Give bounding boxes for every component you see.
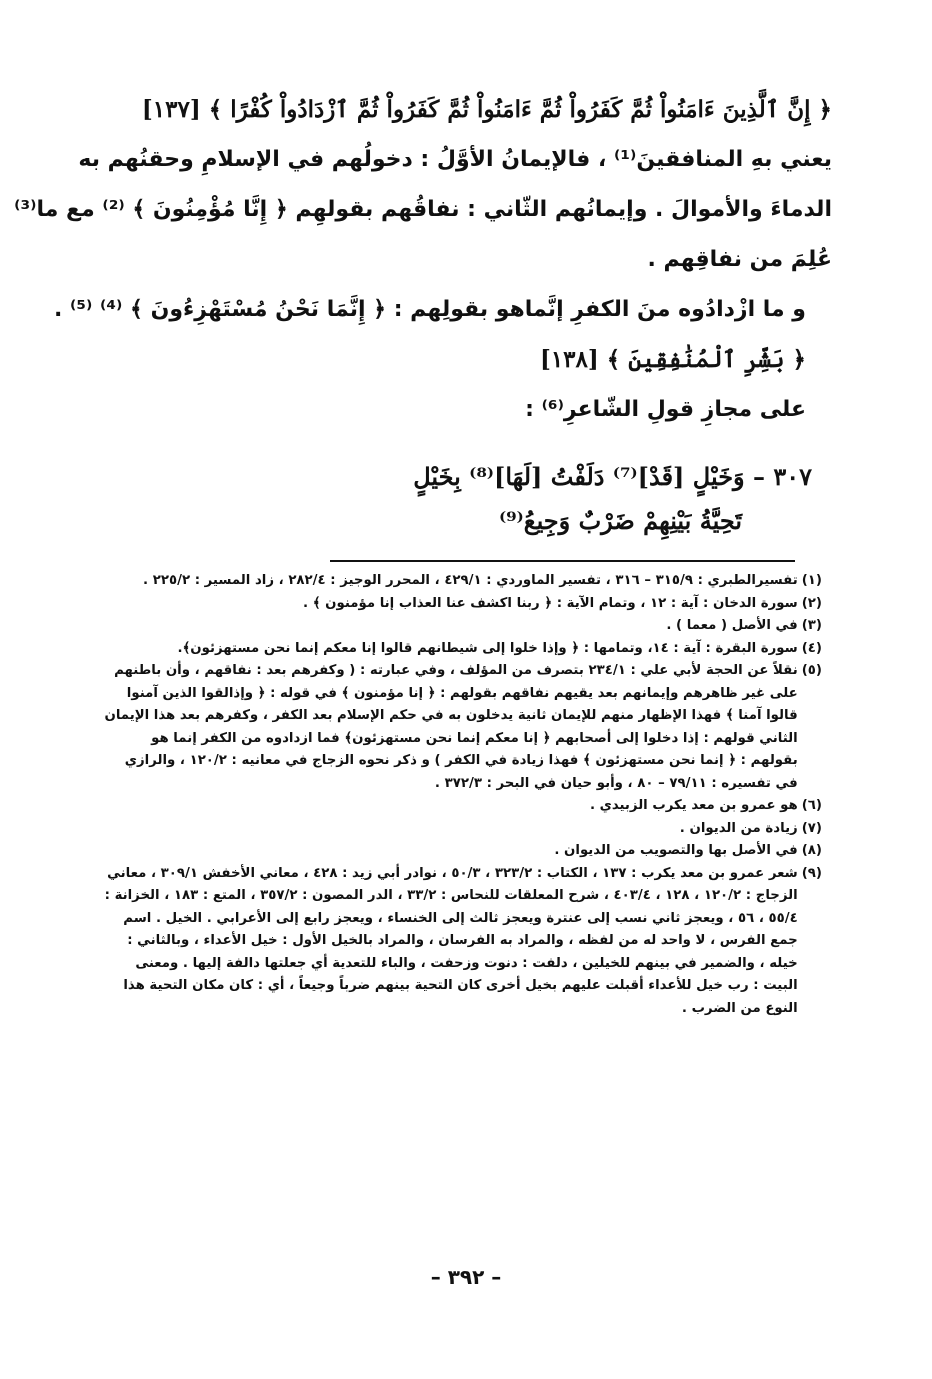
poem-line-2: تَحِيَّةُ بَيْنِهِمْ ضَرْبٌ وَجِيعُ⁽⁹⁾ <box>498 506 742 535</box>
main-text <box>14 95 832 445</box>
footnote-text: هو عمرو بن معد يكرب الزبيدي . <box>589 798 798 813</box>
footnote-number: (٤) <box>801 640 822 656</box>
footnote <box>100 818 822 841</box>
commentary-line-3: عُلِمَ من نفاقِهم . <box>647 247 832 272</box>
footnote-text: شعر عمرو بن معد يكرب : ١٣٧ ، الكتاب : ٣٢٣/٢ ، ٥٠/٣ ، نوادر أبي زيد : ٤٢٨ ، معاني الأخفش ٣٠٩/١ ، معاني الزجاج : ١٢٠/٢ ، ١٢٨ ، ٤٠٣/٤ ، شرح المعلقات للنحاس : ٣٣/٢ ، الدر المصون : ٣٥٧/٢ ، المتع : ١٨٣ ، الخزانة : ٥٥/٤ ، ٥٦ ، ويعجز ثاني نسب إلى عنترة ويعجز ثالث إلى الخنساء ، ويعجز رابع إلى الأعرابي . الخيل . اسم جمع الفرس ، لا واحد له من لفظه ، والمراد به الفرسان ، والمراد بالخيل الأول : خيل الأعداء ، وبالثاني : خيله ، والضمير في بينهم للخيلين ، دلفت : دنوت وزحفت ، والباء للتعدية أي جعلتها دالفة إليها . ومعنى البيت : رب خيل للأعداء أقبلت عليهم بخيل أخرى كان التحية بينهم ضرباً وجيعاً ، أي : كان مكان التحية هذا النوع من الضرب . <box>104 865 798 1016</box>
verse-138: ﴿ بَشِّرِ ٱلْمُنَٰفِقِينَ ﴾ [١٣٨] <box>539 346 806 373</box>
footnote-number: (٥) <box>801 663 822 678</box>
footnote <box>100 615 822 638</box>
verse-137: ﴿ إِنَّ ٱلَّذِينَ ءَامَنُواْ ثُمَّ كَفَرُواْ ثُمَّ ءَامَنُواْ ثُمَّ كَفَرُواْ ثُمَّ ٱزْدَادُواْ كُفْرًا ﴾ [١٣٧] <box>141 96 832 123</box>
footnote-text: سورة الدخان : آية : ١٢ ، وتمام الآية : ﴿ ربنا اكشف عنا العذاب إنا مؤمنون ﴾ . <box>303 595 798 611</box>
footnote <box>100 863 822 1021</box>
footnote-number: (٦) <box>801 798 822 813</box>
footnote-number: (٨) <box>801 843 822 858</box>
footnote <box>100 638 822 661</box>
poem-line-1: ٣٠٧ – وَخَيْلٍ [قَدْ]⁽⁷⁾ دَلَفْتُ [لَهَا]⁽⁸⁾ بِخَيْلٍ <box>413 462 812 491</box>
commentary-line-1: يعني بهِ المنافقينَ⁽¹⁾ ، فالإيمانُ الأوَّلُ : دخولُهم في الإسلامِ وحقنُهم به <box>78 147 832 172</box>
footnote-number: (٢) <box>801 595 822 611</box>
commentary-line-2: الدماءَ والأموالَ . وإيمانُهم الثّاني : نفاقُهم بقولهِم ﴿ إِنَّا مُؤْمِنُونَ ﴾ ⁽²⁾ مع ما⁽³⁾ <box>14 197 832 222</box>
footnote-number: (٩) <box>801 865 822 881</box>
footnote <box>100 840 822 863</box>
footnote-separator <box>330 560 795 562</box>
footnote-number: (٧) <box>801 820 822 836</box>
footnote <box>100 570 822 593</box>
footnote-text: في الأصل بها والتصويب من الديوان . <box>554 843 798 858</box>
footnote-text: سورة البقرة : آية : ١٤، وتمامها : ﴿ وإذا خلوا إلى شيطانهم قالوا إنا معكم إنما نحن مستهزئون﴾. <box>177 640 798 656</box>
footnotes <box>100 570 822 1020</box>
commentary-line-4: و ما ازْدادُوه منَ الكفرِ إنَّماهو بقولِهم : ﴿ إِنَّمَا نَحْنُ مُسْتَهْزِءُونَ ﴾ ⁽⁴⁾ ⁽⁵⁾ . <box>54 297 806 322</box>
footnote-text: نقلاً عن الحجة لأبي علي : ٢٣٤/١ بتصرف من المؤلف ، وفي عبارته : ( وكفرهم بعد : نفاقهم ، وأن باطنهم على غير ظاهرهم وإيمانهم بعد يقيهم نفاقهم بقولهم : ﴿ إنا مؤمنون ﴾ في قوله : ﴿ وإذالقوا الذين آمنوا قالوا آمنا ﴾ فهذا الإظهار منهم للإيمان ثانية يدخلون به في حكم الإسلام بعد الكفر ، وكفرهم بعد هذا الإيمان الثاني قولهم : إذا دخلوا إلى أصحابهم ﴿ إنا معكم إنما نحن مستهزئون﴾ فما ازدادوه من الكفر إنما هو بقولهم : ﴿ إنما نحن مستهزئون ﴾ فهذا زيادة في الكفر ) و ذكر نحوه الزجاج في معانيه : ١٢٠/٢ ، والرازي في تفسيره : ٧٩/١١ – ٨٠ ، وأبو حيان في البحر : ٣٧٢/٣ . <box>104 663 798 791</box>
footnote-text: في الأصل ( معما ) . <box>666 618 798 633</box>
footnote-number: (١) <box>801 573 822 588</box>
footnote-text: زيادة من الديوان . <box>679 820 798 836</box>
footnote <box>100 795 822 818</box>
page-number: – ٣٩٢ – <box>430 1265 502 1289</box>
footnote-text: تفسيرالطبري : ٣١٥/٩ – ٣١٦ ، تفسير الماوردي : ٤٢٩/١ ، المحرر الوجيز : ٢٨٢/٤ ، زاد المسير : ٢٢٥/٢ . <box>143 573 798 588</box>
poet-intro: على مجازِ قولِ الشّاعرِ⁽⁶⁾ : <box>525 397 806 422</box>
footnote <box>100 593 822 616</box>
footnote-number: (٣) <box>801 618 822 633</box>
footnote <box>100 660 822 795</box>
